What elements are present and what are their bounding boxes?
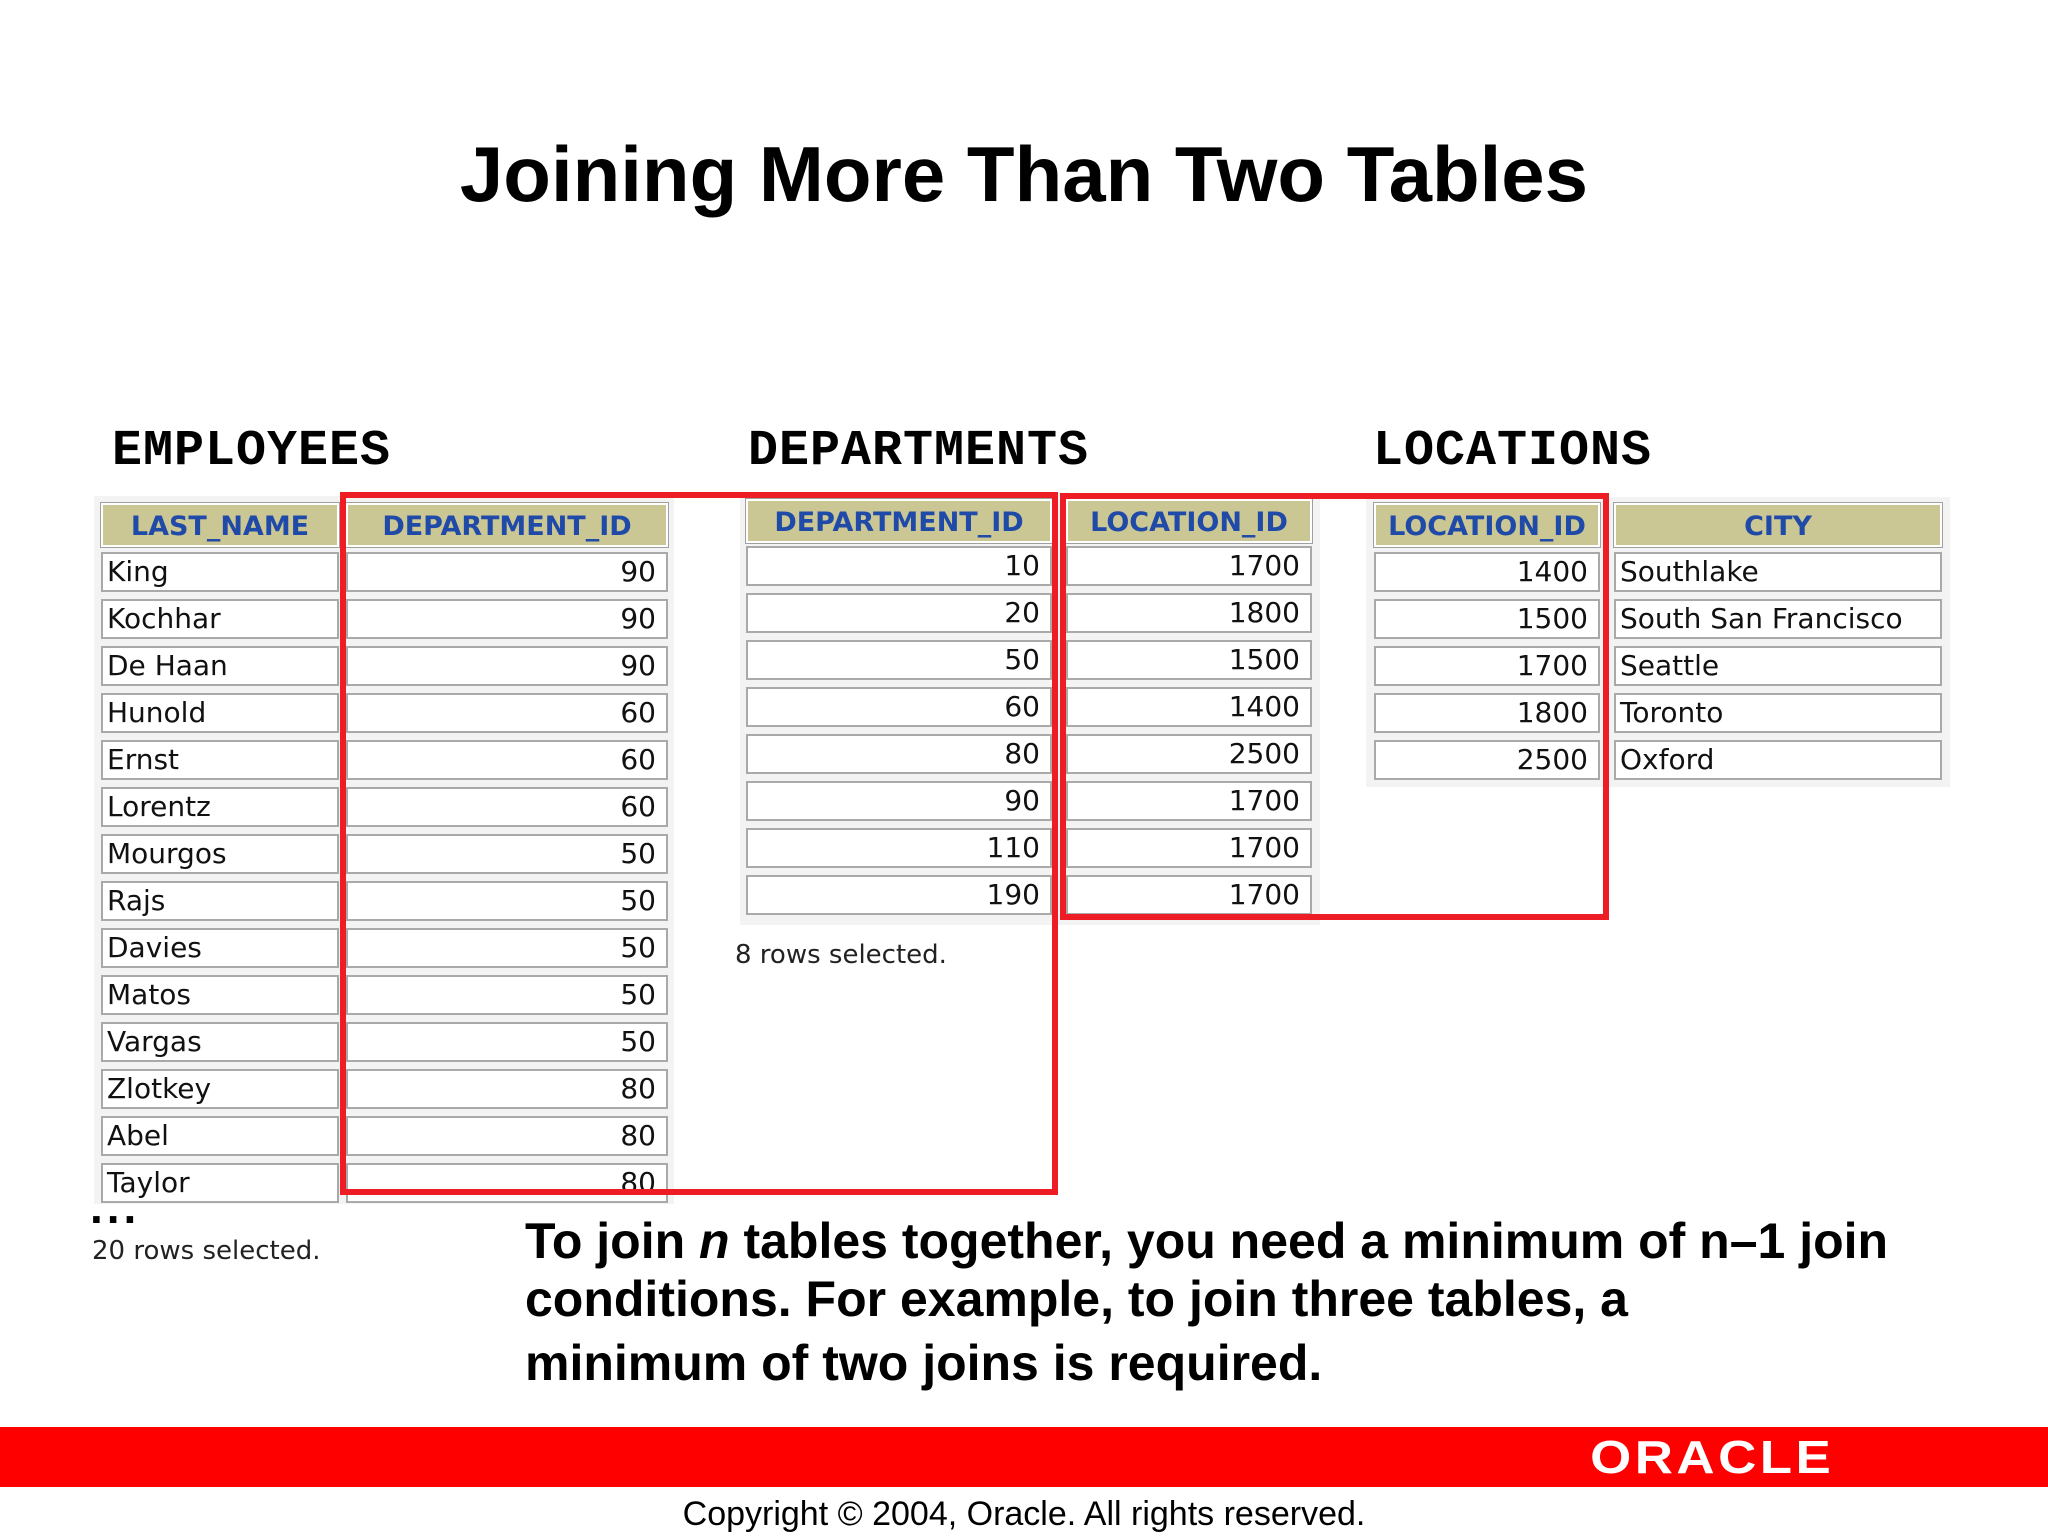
employees-header-last-name: LAST_NAME bbox=[101, 503, 339, 547]
departments-header-department-id: DEPARTMENT_ID bbox=[746, 499, 1052, 543]
employees-cell: Davies bbox=[101, 928, 339, 968]
employees-cell: Vargas bbox=[101, 1022, 339, 1062]
description-part2: tables together, you need a minimum of n–1 join conditions. For example, to join three tables, a bbox=[525, 1213, 1889, 1327]
departments-cell: 1500 bbox=[1066, 640, 1312, 680]
employees-cell: 50 bbox=[346, 834, 668, 874]
departments-cell: 110 bbox=[746, 828, 1052, 868]
locations-cell: Southlake bbox=[1614, 552, 1942, 592]
employees-cell: Kochhar bbox=[101, 599, 339, 639]
employees-ellipsis: ... bbox=[90, 1181, 141, 1233]
employees-cell: 50 bbox=[346, 881, 668, 921]
description-italic-n: n bbox=[699, 1213, 730, 1269]
employees-cell: Rajs bbox=[101, 881, 339, 921]
employees-label: EMPLOYEES bbox=[112, 423, 392, 480]
departments-cell: 90 bbox=[746, 781, 1052, 821]
locations-cell: 1500 bbox=[1374, 599, 1600, 639]
description-part3: minimum of two joins is required. bbox=[525, 1335, 1323, 1391]
locations-cell: Toronto bbox=[1614, 693, 1942, 733]
employees-cell: 50 bbox=[346, 975, 668, 1015]
departments-cell: 1700 bbox=[1066, 546, 1312, 586]
locations-cell: 1700 bbox=[1374, 646, 1600, 686]
departments-cell: 1800 bbox=[1066, 593, 1312, 633]
locations-cell: South San Francisco bbox=[1614, 599, 1942, 639]
employees-cell: Mourgos bbox=[101, 834, 339, 874]
employees-header-department-id: DEPARTMENT_ID bbox=[346, 503, 668, 547]
employees-cell: King bbox=[101, 552, 339, 592]
departments-cell: 1700 bbox=[1066, 828, 1312, 868]
locations-cell: 1400 bbox=[1374, 552, 1600, 592]
departments-cell: 1700 bbox=[1066, 875, 1312, 915]
departments-cell: 20 bbox=[746, 593, 1052, 633]
departments-cell: 1700 bbox=[1066, 781, 1312, 821]
employees-cell: 80 bbox=[346, 1116, 668, 1156]
locations-header-city: CITY bbox=[1614, 503, 1942, 547]
employees-cell: Hunold bbox=[101, 693, 339, 733]
employees-cell: 60 bbox=[346, 740, 668, 780]
description-text bbox=[525, 1212, 1945, 1392]
employees-cell: 60 bbox=[346, 787, 668, 827]
employees-cell: 50 bbox=[346, 928, 668, 968]
locations-label: LOCATIONS bbox=[1373, 423, 1653, 480]
join-highlight-departments-locations bbox=[1060, 493, 1609, 920]
departments-rows-selected: 8 rows selected. bbox=[735, 940, 947, 970]
departments-cell: 10 bbox=[746, 546, 1052, 586]
oracle-logo: ORACLE bbox=[1589, 1431, 1834, 1483]
departments-cell: 50 bbox=[746, 640, 1052, 680]
locations-cell: Oxford bbox=[1614, 740, 1942, 780]
locations-cell: 1800 bbox=[1374, 693, 1600, 733]
employees-cell: Ernst bbox=[101, 740, 339, 780]
slide-title: Joining More Than Two Tables bbox=[459, 130, 1589, 218]
departments-cell: 190 bbox=[746, 875, 1052, 915]
departments-header-location-id: LOCATION_ID bbox=[1066, 499, 1312, 543]
employees-cell: 80 bbox=[346, 1163, 668, 1203]
employees-cell: 90 bbox=[346, 646, 668, 686]
employees-rows-selected: 20 rows selected. bbox=[92, 1236, 321, 1266]
employees-cell: 50 bbox=[346, 1022, 668, 1062]
employees-cell: Matos bbox=[101, 975, 339, 1015]
join-highlight-employees-departments bbox=[340, 492, 1058, 1195]
employees-cell: Lorentz bbox=[101, 787, 339, 827]
departments-cell: 2500 bbox=[1066, 734, 1312, 774]
locations-cell: 2500 bbox=[1374, 740, 1600, 780]
departments-label: DEPARTMENTS bbox=[748, 423, 1090, 480]
employees-cell: 80 bbox=[346, 1069, 668, 1109]
departments-cell: 60 bbox=[746, 687, 1052, 727]
copyright-text: Copyright © 2004, Oracle. All rights reserved. bbox=[682, 1495, 1366, 1533]
employees-cell: Taylor bbox=[101, 1163, 339, 1203]
employees-cell: 60 bbox=[346, 693, 668, 733]
departments-cell: 80 bbox=[746, 734, 1052, 774]
description-part1: To join bbox=[525, 1213, 700, 1269]
employees-cell: De Haan bbox=[101, 646, 339, 686]
locations-cell: Seattle bbox=[1614, 646, 1942, 686]
employees-cell: Abel bbox=[101, 1116, 339, 1156]
employees-cell: 90 bbox=[346, 552, 668, 592]
departments-cell: 1400 bbox=[1066, 687, 1312, 727]
employees-cell: 90 bbox=[346, 599, 668, 639]
locations-header-location-id: LOCATION_ID bbox=[1374, 503, 1600, 547]
employees-cell: Zlotkey bbox=[101, 1069, 339, 1109]
